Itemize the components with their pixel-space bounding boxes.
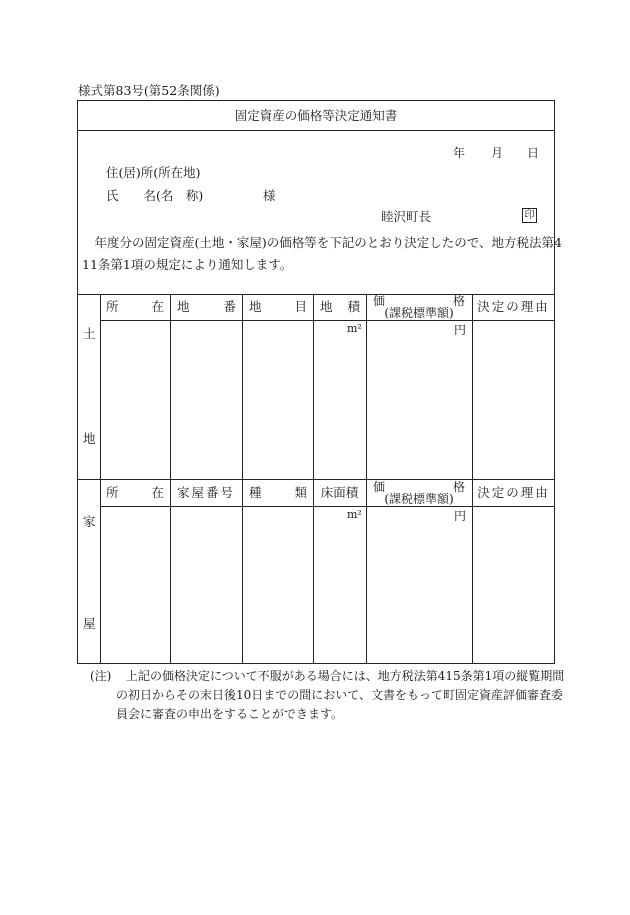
body-text-line1: 年度分の固定資産(土地・家屋)の価格等を下記のとおり決定したので、地方税法第4 <box>82 235 562 250</box>
note-line1: 上記の価格決定について不服がある場合には、地方税法第415条第1項の縦覧期間 <box>126 669 565 683</box>
date-month-label: 月 <box>491 146 504 160</box>
date-year-label: 年 <box>453 146 466 160</box>
land-header-location: 所 在 <box>106 299 164 314</box>
house-side-char-2: 屋 <box>83 616 96 631</box>
note-label: (注) <box>90 669 112 683</box>
house-header-location: 所 在 <box>106 485 164 500</box>
document-title: 固定資産の価格等決定通知書 <box>234 108 398 123</box>
date-day-label: 日 <box>527 146 540 160</box>
house-header-house-number: 家屋番号 <box>176 485 235 500</box>
land-header-price: 価 格 <box>373 294 465 308</box>
house-header-floor-area: 床面積 <box>320 485 359 500</box>
land-side-char-1: 土 <box>83 326 96 341</box>
land-header-reason: 決定の理由 <box>477 299 550 314</box>
name-label: 氏 名(名 称) <box>106 188 204 203</box>
house-side-char-1: 家 <box>83 514 96 529</box>
note-line2: の初日からその末日後10日までの間において、文書をもって町固定資産評価審査委 <box>116 688 564 702</box>
land-price-unit: 円 <box>454 323 467 337</box>
land-header-lot-number: 地 番 <box>177 299 236 314</box>
honorific-sama: 様 <box>263 188 276 203</box>
house-header-kind: 種 類 <box>249 485 307 500</box>
note-line3: 員会に審査の申出をすることができます。 <box>116 707 344 721</box>
land-header-price-sub: (課税標準額) <box>384 306 454 320</box>
form-frame <box>77 100 555 664</box>
house-header-reason: 決定の理由 <box>477 485 550 500</box>
body-text-line2: 11条第1項の規定により通知します。 <box>82 257 293 272</box>
land-header-area: 地 積 <box>320 299 360 314</box>
land-side-char-2: 地 <box>83 431 96 446</box>
house-price-unit: 円 <box>454 509 467 523</box>
land-header-category: 地 目 <box>249 299 307 314</box>
seal-stamp: 印 <box>522 208 537 223</box>
house-area-unit: m² <box>347 508 362 521</box>
address-label: 住(居)所(所在地) <box>106 165 201 180</box>
land-area-unit: m² <box>347 322 362 335</box>
house-header-price-sub: (課税標準額) <box>384 492 454 506</box>
issuer-name: 睦沢町長 <box>381 209 432 224</box>
form-number: 様式第83号(第52条関係) <box>78 83 220 98</box>
house-header-price: 価 格 <box>373 480 465 494</box>
